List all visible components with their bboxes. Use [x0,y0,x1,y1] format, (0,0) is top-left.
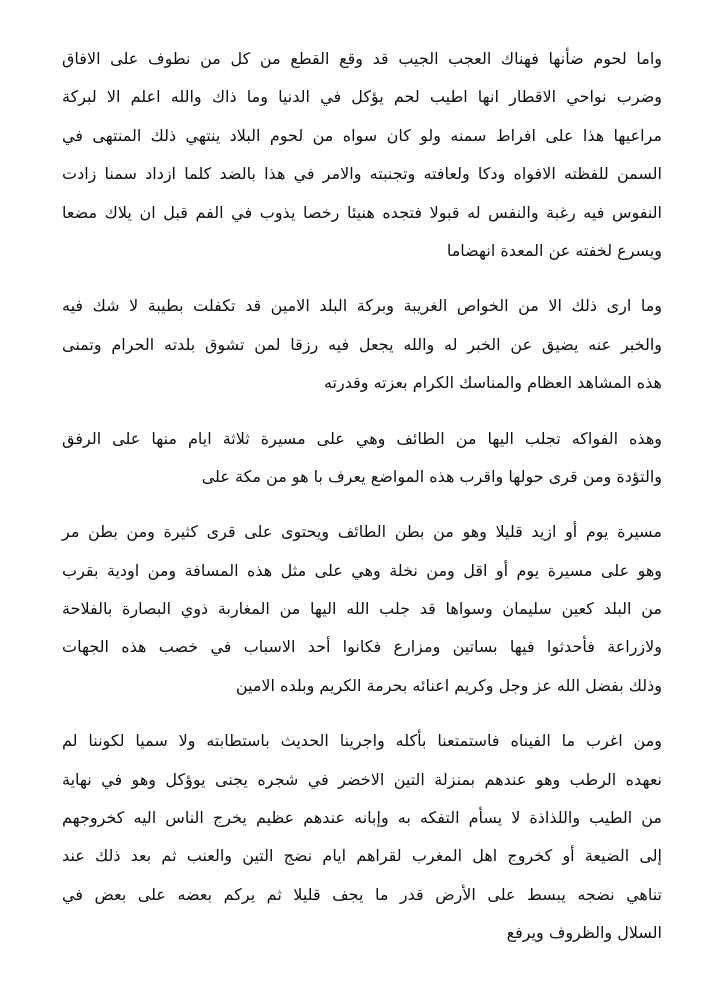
document-page [62,40,662,970]
text-line: ولازراعة فأحدثوا فيها بساتين ومزارع فكانوا أحد الاسباب في خصب هذه الجهات [62,637,662,657]
text-line: مراعيها هذا على افراط سمنه ولو كان سواه من لحوم البلاد ينتهي ذلك المنتهى في [62,125,662,145]
text-line: وهذه الفواكه تجلب اليها من الطائف وهي على مسيرة ثلاثة ايام منها على الرفق [62,428,662,448]
text-line: ومن اغرب ما الفيناه فاستمتعنا بأكله واجرينا الحديث باستطابته ولا سميا لكوننا لم [62,731,662,751]
text-line: والخبر عنه يضيق عن الخبر له والله يجعل فيه رزقا لمن تشوق بلدته الحرام وتمنى [62,334,662,354]
text-line: من البلد كعين سليمان وسواها قد جلب الله اليها من المغاربة ذوي البصارة بالفلاحة [62,599,662,619]
text-line: من الطيب واللذاذة لا يسأم التفكه به وإبانه عندهم عظيم يخرج الناس اليه كخروجهم [62,808,662,828]
paragraph-1 [62,40,662,270]
text-line: وذلك بفضل الله عز وجل وكريم اعنائه بحرمة الكريم وبلده الامين [235,675,662,695]
paragraph-5 [62,722,662,952]
paragraph-4 [62,513,662,705]
text-line: مسيرة يوم أو ازيد قليلا وهو من بطن الطائف ويحتوى على قرى كثيرة ومن بطن مر [62,522,662,542]
paragraph-2 [62,287,662,402]
text-line: وضرب نواحي الاقطار انها اطيب لحم يؤكل في الدنيا وما ذاك والله اعلم الا لبركة [62,87,662,107]
text-line: السلال والظروف ويرفع [506,923,662,943]
text-line: والتؤدة ومن قرى حولها واقرب هذه المواضع يعرف با هو من مكة على [201,466,662,486]
text-line: ويسرع لخفته عن المعدة انهضاما [446,240,662,260]
text-line: تناهي نضجه يبسط على الأرض قدر ما يجف قليلا ثم يركم بعضه على بعض في [62,884,662,904]
text-line: وهو على مسيرة يوم أو اقل ومن نخلة وهي على مثل هذه المسافة ومن اودية بقرب [62,560,662,580]
text-line: واما لحوم ضأنها فهناك العجب الجيب قد وقع القطع من كل من نطوف على الافاق [62,49,662,68]
text-line: وما ارى ذلك الا من الخواص الغريبة وبركة البلد الامين قد تكفلت بطيبة لا شك فيه [62,296,662,316]
text-line: النفوس فيه رغبة والنفس له قبولا فتجده هنيئا رخصا يذوب في الفم قبل ان يلاك مضعا [62,202,662,222]
text-line: نعهده الرطب وهو عندهم بمنزلة التين الاخضر في شجره يجنى يوؤكل وهو في نهاية [62,769,662,789]
text-line: السمن للفظته الافواه ودكا ولعافته وتجنبته والامر في هذا بالضد كلما ازداد سمنا زادت [62,164,662,184]
text-line: هذه المشاهد العظام والمناسك الكرام بعزته وقدرته [323,373,662,393]
paragraph-3 [62,420,662,497]
text-line: إلى الضيعة أو كخروج اهل المغرب لقراهم ايام نضج التين والعنب ثم بعد ذلك عند [62,846,662,866]
